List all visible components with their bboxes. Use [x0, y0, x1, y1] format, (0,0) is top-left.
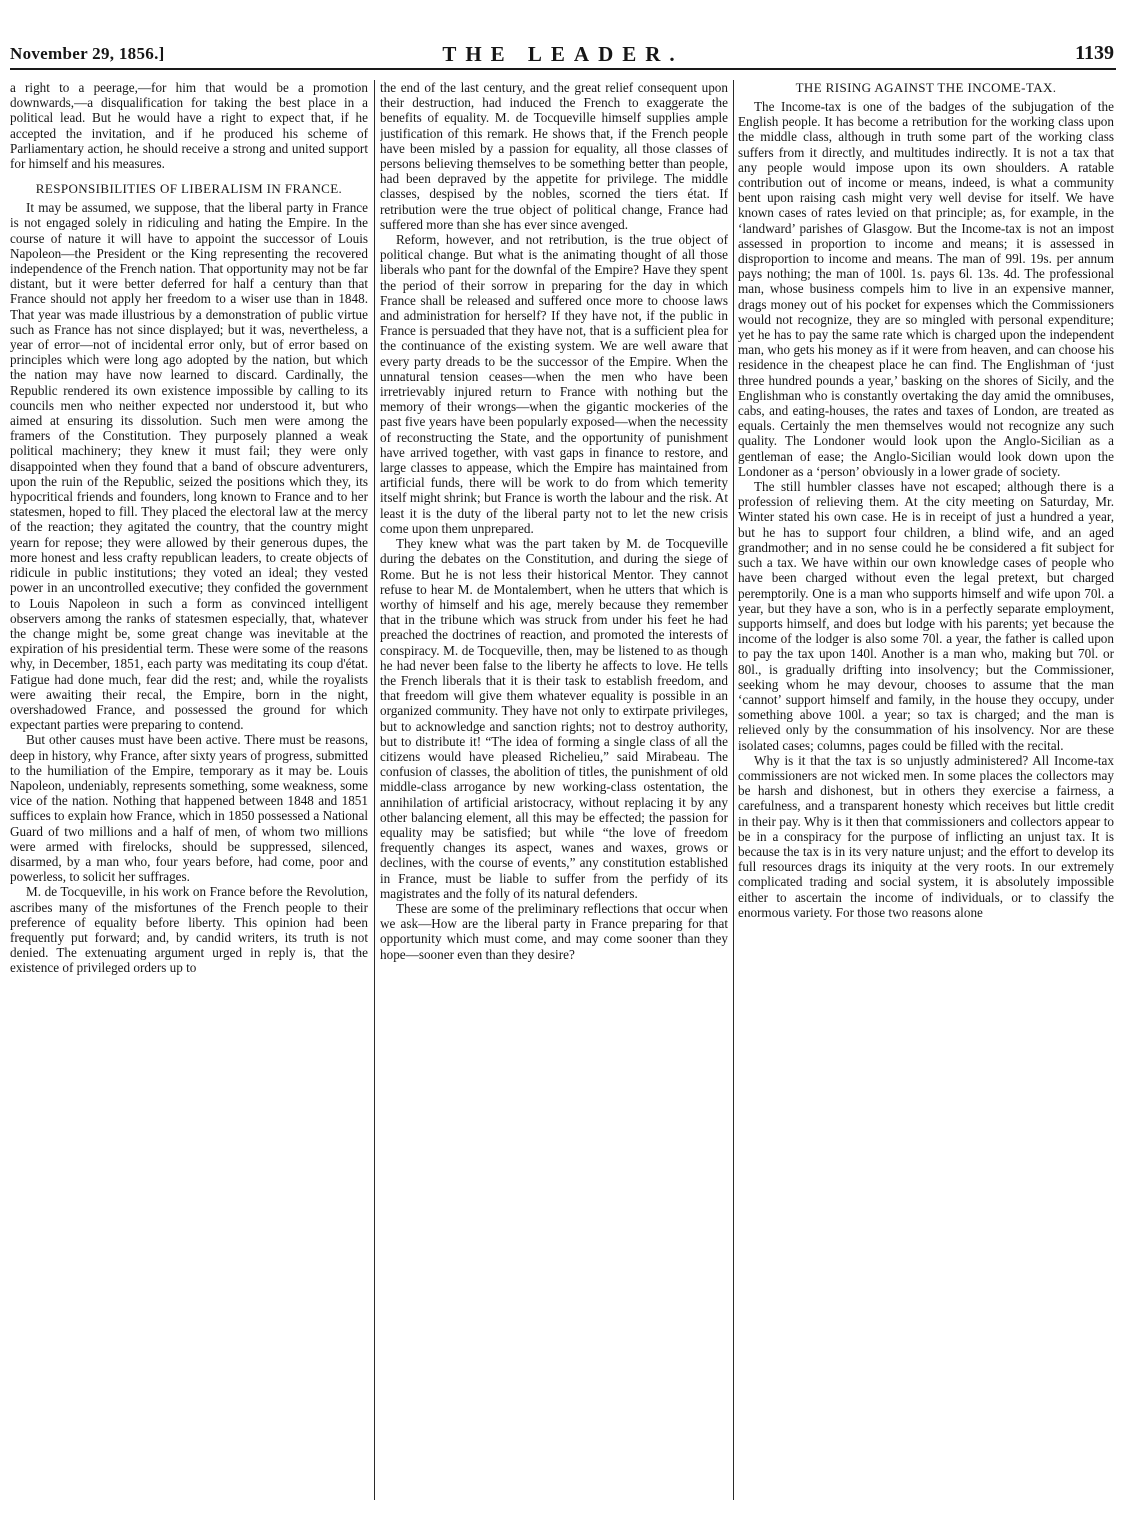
article-paragraph: But other causes must have been active. There must be reasons, deep in history, why France, after sixty years of progress, submitted to the humiliation of the Empire, temporary as it may be. Louis Napoleon, undeniably, represents something, some weakness, some vice of the nation. Nothing that happened between 1848 and 1851 suffices to explain how France, which in 1850 possessed a National Guard of two millions and a half of men, of whom two millions were armed with firelocks, should be suppressed, silenced, disarmed, by a man who, four years before, had come, poor and powerless, to solicit her suffrages.	[10, 732, 368, 885]
masthead	[10, 34, 1116, 70]
column-right	[738, 80, 1114, 1500]
column-rule	[374, 80, 375, 1500]
article-paragraph: The still humbler classes have not escaped; although there is a profession of relieving them. At the city meeting on Saturday, Mr. Winter stated his own case. He is in receipt of just a hundred a year, but he has to support four children, a blind wife, and an aged grandmother; and in no sense could he be considered a fit subject for such a tax. We have within our own knowledge cases of people who have been charged without even the legal pretext, but charged peremptorily. One is a man who supports himself and wife upon 70l. a year, but they have a son, who is in a perfectly separate employment, supports himself, and does but lodge with his parents; yet because the income of the lodger is also some 70l. a year, the father is called upon to pay the tax upon 140l. Another is a man who, making but 70l. or 80l., is gradually drifting into insolvency; but the Commissioner, seeking whom he may devour, chooses to assume that the man ‘cannot’ support himself and family, in the house they occupy, under something above 100l. a year; so tax is charged; and the man is relieved only by the consummation of his insolvency. Nor are these isolated cases; columns, pages could be filled with the recital.	[738, 479, 1114, 753]
article-heading: RESPONSIBILITIES OF LIBERALISM IN FRANCE.	[35, 181, 343, 197]
article-paragraph: They knew what was the part taken by M. de Tocqueville during the debates on the Constitution, and during the siege of Rome. But he is not less their historical Mentor. They cannot refuse to hear M. de Montalembert, when he utters that which is worthy of himself and his age, merely because they remember that in the tribune which was struck from under his feet he had preached the doctrines of reaction, and promoted the interests of conspiracy. M. de Tocqueville, then, may be listened to as though he had never been false to the liberty he affects to love. He tells the French liberals that it is their task to establish freedom, and that freedom will give them whatever equality is possible in an organized community. They have not only to extirpate privileges, but to acknowledge and sanction rights; not to destroy authority, but to distribute it! “The idea of forming a single class of all the citizens would have pleased Richelieu,” said Mirabeau. The confusion of classes, the abolition of titles, the punishment of old middle-class arrogance by new working-class ostentation, the annihilation of artificial aristocracy, without replacing it by any other balancing element, all this may be effected; the passion for equality may be satisfied; but while “the love of freedom frequently changes its aspect, wanes and waxes, grows or declines, with the course of events,” any constitution established in France, must be liable to suffer from the perfidy of its magistrates and the folly of its natural defenders.	[380, 536, 728, 901]
page-number: 1139	[1075, 42, 1114, 64]
column-rule	[733, 80, 734, 1500]
article-heading: THE RISING AGAINST THE INCOME-TAX.	[795, 80, 1057, 95]
article-paragraph: Reform, however, and not retribution, is the true object of political change. But what is the animating thought of all those liberals who pant for the downfal of the Empire? Have they spent the period of their sorrow in preparing for the day in which France shall be released and suffered once more to choose laws and administration for herself? If they have not, if the public in France is persuaded that they have not, that is a sufficient plea for the continuance of the existing system. We are well aware that every party dreads to be the successor of the Empire. When the unnatural tension ceases—when the men who have been irretrievably injured return to France with nothing but the memory of their wrongs—when the gigantic mockeries of the past five years have been popularly exposed—when the necessity of reconstructing the State, and the opportunity of punishment have arrived together, with vast gaps in finance to restore, and large classes to appease, which the Empire has maintained from artificial funds, there will be work to do from which temerity itself might shrink; but France is worth the labour and the risk. At least it is the duty of the liberal party not to let the new crisis come upon them unprepared.	[380, 232, 728, 536]
article-paragraph: the end of the last century, and the great relief consequent upon their destruction, had induced the French to exaggerate the benefits of equality. M. de Tocqueville himself supplies ample justification of this remark. He shows that, if the French people have been misled by a passion for equality, all those classes of persons believing themselves to be something better than people, had been depraved by the appetite for privilege. The middle classes, despised by the nobles, scorned the tiers état. If retribution were the true object of political change, France had suffered more than she has ever since avenged.	[380, 80, 728, 232]
newspaper-title: THE LEADER.	[442, 42, 684, 66]
article-paragraph: It may be assumed, we suppose, that the liberal party in France is not engaged solely in ridiculing and hating the Empire. In the course of nature it will have to appoint the successor of Louis Napoleon—the President or the King representing the recovered independence of the French nation. That opportunity may not be far distant, but it were better deferred for half a century than that France should not apply her freedom to a wiser use than in 1848. That year was made illustrious by a demonstration of public virtue such as France has not since displayed; but it was, nevertheless, a year of error—not of incidental error only, but of error based on principles which were long ago adopted by the nation, but which the nation may have now learned to discard. Cardinally, the Republic rendered its own existence impossible by calling to its councils men who neither expected nor understood it, but who aimed at ensuring its dissolution. Such men were among the framers of the Constitution. They purposely planned a weak political machinery; they knew it must fail; they were only disappointed when they found that a band of obscure adventurers, upon the ruin of the Republic, seized the positions which they, its hypocritical friends and founders, long known to France and to her statesmen, hoped to fill. They placed the electoral law at the mercy of the reaction; they agitated the country, that the country might yearn for repose; they were allowed by their generous dupes, the more honest and less crafty republican leaders, to create objects of ridicule in public institutions; they voted an ideal; they vested power in an uncontrolled executive; they confided the government to Louis Napoleon in such a form as convinced intelligent observers among the ranks of statesmen especially, that, whatever the change might be, some great change was inevitable at the expiration of his presidential term. These were some of the reasons why, in December, 1851, each party was meditating its coup d'état. Fatigue had done much, fear did the rest; and, while the royalists were awaiting their recal, the Empire, born in the night, overshadowed France, and possessed the ground for which expectant parties were preparing to contend.	[10, 200, 368, 733]
issue-date: November 29, 1856.]	[10, 44, 165, 63]
column-middle	[380, 80, 728, 1500]
article-paragraph: These are some of the preliminary reflections that occur when we ask—How are the liberal party in France preparing for that opportunity which must come, and may come sooner than they hope—sooner even than they desire?	[380, 900, 728, 962]
article-paragraph: M. de Tocqueville, in his work on France before the Revolution, ascribes many of the misfortunes of the French people to their preference of equality before liberty. This opinion had been frequently put forward; and, by candid writers, its truth is not denied. The extenuating argument urged in reply is, that the existence of privileged orders up to	[10, 884, 368, 976]
article-paragraph: Why is it that the tax is so unjustly administered? All Income-tax commissioners are not wicked men. In some places the collectors may be harsh and dishonest, but in others they exercise a fairness, a carefulness, and a transparent honesty which receives but little credit in their pay. Why is it then that commissioners and collectors appear to be in a conspiracy for the purpose of inflicting an unjust tax. It is because the tax is in its very nature unjust; and the effort to develop its full resources drags its iniquity at the very roots. In our extremely complicated trading and social system, it is absolutely impossible either to ascertain the income of individuals, or to classify the enormous variety. For those two reasons alone	[738, 752, 1114, 920]
article-paragraph: The Income-tax is one of the badges of the subjugation of the English people. It has become a retribution for the working class upon the middle class, although in truth some part of the working class suffers from it directly, and multitudes indirectly. It is not a tax that any people would impose upon its own shoulders. A ratable contribution out of income or means, indeed, is what a community bent upon raising cash might very well devise for itself. We have known cases of rates levied on that principle; as, for example, in the ‘landward’ parishes of Glasgow. But the Income-tax is not an impost assessed in proportion to income and means; it is assessed in disproportion to income and means. The man of 99l. 19s. per annum pays nothing; the man of 100l. 1s. pays 6l. 13s. 4d. The professional man, whose business compels him to live in an expensive manner, drags money out of his pocket for expenses which the Commissioners would not recognize, they are so mingled with personal expenditure; yet he has to pay the same rate which is charged upon the independent man, who gets his money as if it were from heaven, and can choose his residence in the cheapest place he can find. The Englishman of ‘just three hundred pounds a year,’ basking on the shores of Sicily, and the Englishman who is constantly overtaking the day amid the omnibuses, cabs, and eating-houses, the rates and taxes of London, are treated as equals. Certainly the men themselves would not recognize any such quality. The Londoner would look upon the Anglo-Sicilian as a gentleman of ease; the Anglo-Sicilian would look down upon the Londoner as a ‘person’ obviously in a lower grade of society.	[738, 99, 1114, 479]
column-left	[10, 80, 368, 1500]
article-paragraph: a right to a peerage,—for him that would be a promotion downwards,—a disqualification for taking the best place in a political lead. But he would have a right to expect that, if he accepted the invitation, and if he produced his scheme of Parliamentary action, he should receive a strong and united support for himself and his measures.	[10, 80, 368, 172]
